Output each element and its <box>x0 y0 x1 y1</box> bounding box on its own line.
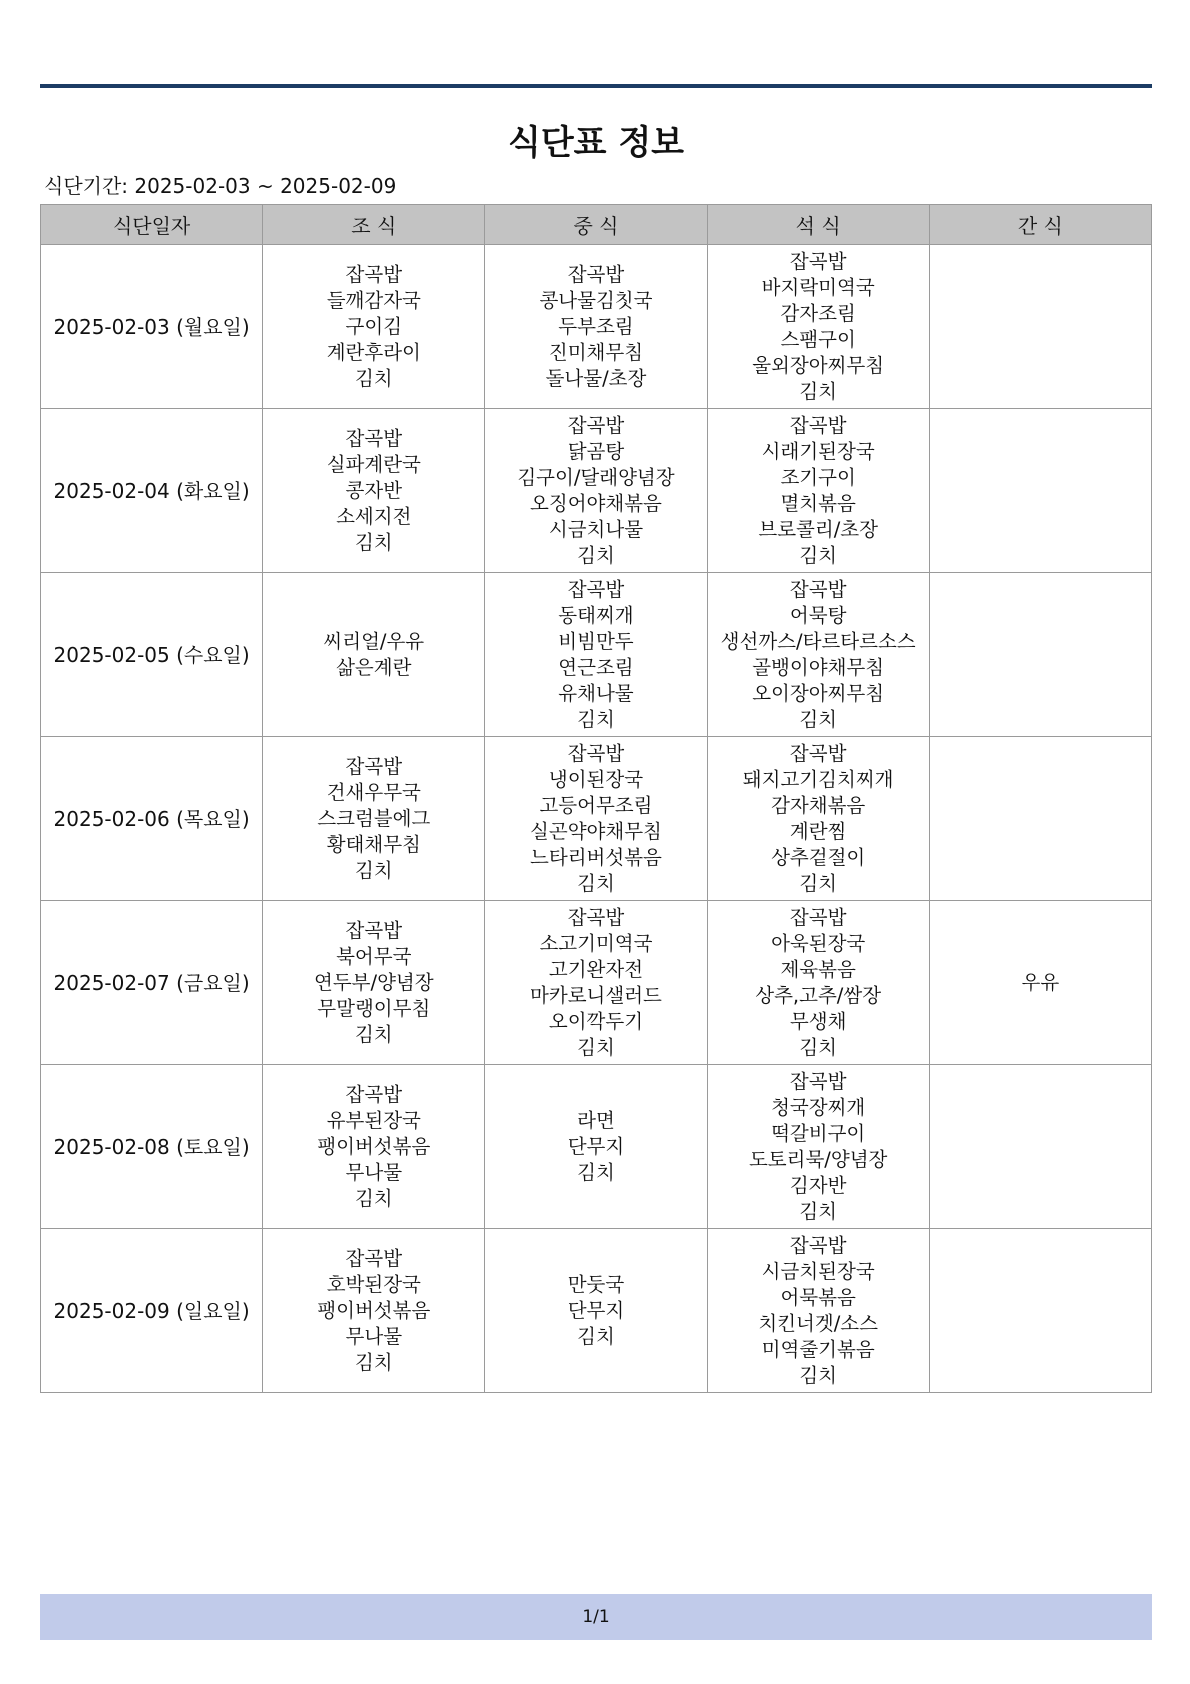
menu-item: 우유 <box>1021 970 1060 994</box>
snack-cell <box>929 1065 1151 1229</box>
menu-item: 김치 <box>577 1160 615 1184</box>
page-number: 1/1 <box>582 1607 610 1627</box>
menu-item: 김치 <box>354 1186 393 1210</box>
menu-item: 삶은계란 <box>336 655 412 679</box>
breakfast-cell <box>263 901 485 1065</box>
menu-item: 김치 <box>799 543 837 567</box>
menu-item: 건새우무국 <box>326 780 421 804</box>
breakfast-cell <box>263 409 485 573</box>
snack-cell <box>929 1229 1151 1393</box>
menu-item: 생선까스/타르타르소스 <box>720 629 916 653</box>
lunch-cell <box>485 737 707 901</box>
menu-item: 오이깍두기 <box>548 1009 644 1033</box>
header-row <box>41 205 1152 245</box>
lunch-cell <box>485 573 707 737</box>
meal-table-body <box>41 245 1152 1393</box>
menu-item: 잡곡밥 <box>345 918 403 942</box>
table-row <box>41 901 1152 1065</box>
meal-date: 2025-02-07 (금요일) <box>41 901 263 1065</box>
menu-item: 연근조림 <box>558 655 634 679</box>
breakfast-cell <box>263 1229 485 1393</box>
menu-item: 어묵탕 <box>789 603 847 627</box>
menu-item: 계란찜 <box>789 819 847 843</box>
meal-date: 2025-02-03 (월요일) <box>41 245 263 409</box>
meal-table <box>40 204 1152 1393</box>
table-row <box>41 245 1152 409</box>
menu-item: 잡곡밥 <box>345 1082 403 1106</box>
menu-item: 두부조림 <box>558 314 634 338</box>
menu-item: 제육볶음 <box>780 957 856 981</box>
menu-item: 소고기미역국 <box>539 931 653 955</box>
menu-item: 들깨감자국 <box>326 288 421 312</box>
menu-item: 김치 <box>577 1035 615 1059</box>
table-row <box>41 1065 1152 1229</box>
menu-item: 김치 <box>799 707 837 731</box>
menu-item: 잡곡밥 <box>789 741 847 765</box>
menu-item: 골뱅이야채무침 <box>752 655 885 679</box>
menu-item: 잡곡밥 <box>345 754 403 778</box>
menu-item: 잡곡밥 <box>789 905 847 929</box>
menu-item: 오징어야채볶음 <box>530 491 662 515</box>
menu-item: 돼지고기김치찌개 <box>742 767 894 791</box>
menu-item: 김치 <box>799 1199 837 1223</box>
dinner-cell <box>707 573 929 737</box>
menu-item: 시금치된장국 <box>761 1259 875 1283</box>
dinner-cell <box>707 409 929 573</box>
menu-item: 미역줄기볶음 <box>761 1337 875 1361</box>
header-date: 식단일자 <box>41 205 263 245</box>
menu-item: 무나물 <box>345 1160 403 1184</box>
menu-item: 브로콜리/초장 <box>758 517 878 541</box>
dinner-cell <box>707 245 929 409</box>
page-title: 식단표 정보 <box>507 123 685 163</box>
menu-item: 어묵볶음 <box>780 1285 856 1309</box>
menu-item: 고기완자전 <box>548 957 644 981</box>
snack-cell <box>929 737 1151 901</box>
menu-item: 닭곰탕 <box>567 439 625 463</box>
snack-cell <box>929 409 1151 573</box>
menu-item: 감자조림 <box>780 301 856 325</box>
header-dinner: 석 식 <box>707 205 929 245</box>
menu-item: 아욱된장국 <box>771 931 866 955</box>
menu-item: 잡곡밥 <box>345 1246 403 1270</box>
menu-item: 씨리얼/우유 <box>323 629 425 653</box>
menu-item: 김치 <box>354 366 393 390</box>
menu-item: 연두부/양념장 <box>313 970 434 994</box>
menu-item: 황태채무침 <box>326 832 421 856</box>
menu-item: 냉이된장국 <box>548 767 644 791</box>
table-row <box>41 737 1152 901</box>
menu-item: 김치 <box>354 1350 393 1374</box>
breakfast-cell <box>263 245 485 409</box>
meal-period: 식단기간: 2025-02-03 ~ 2025-02-09 <box>44 174 397 198</box>
menu-item: 치킨너겟/소스 <box>758 1311 878 1335</box>
meal-date: 2025-02-05 (수요일) <box>41 573 263 737</box>
menu-item: 단무지 <box>567 1298 625 1322</box>
menu-item: 시금치나물 <box>548 517 644 541</box>
menu-item: 잡곡밥 <box>567 577 625 601</box>
menu-item: 잡곡밥 <box>567 262 625 286</box>
menu-item: 스크럼블에그 <box>317 806 431 830</box>
menu-item: 마카로니샐러드 <box>530 983 662 1007</box>
menu-item: 잡곡밥 <box>789 1233 847 1257</box>
menu-item: 잡곡밥 <box>345 426 403 450</box>
menu-item: 멸치볶음 <box>780 491 856 515</box>
menu-item: 상추겉절이 <box>771 845 866 869</box>
menu-item: 유채나물 <box>558 681 634 705</box>
menu-item: 유부된장국 <box>326 1108 421 1132</box>
snack-cell <box>929 901 1151 1065</box>
menu-item: 잡곡밥 <box>567 413 625 437</box>
menu-item: 상추,고추/쌈장 <box>755 983 882 1007</box>
menu-item: 느타리버섯볶음 <box>530 845 662 869</box>
menu-item: 잡곡밥 <box>789 577 847 601</box>
menu-item: 오이장아찌무침 <box>752 681 885 705</box>
breakfast-cell <box>263 1065 485 1229</box>
lunch-cell <box>485 1065 707 1229</box>
dinner-cell <box>707 1065 929 1229</box>
menu-item: 잡곡밥 <box>567 905 625 929</box>
menu-item: 만둣국 <box>567 1272 625 1296</box>
menu-item: 단무지 <box>567 1134 625 1158</box>
menu-item: 콩자반 <box>345 478 403 502</box>
menu-item: 김치 <box>799 379 837 403</box>
menu-item: 잡곡밥 <box>345 262 403 286</box>
meal-date: 2025-02-04 (화요일) <box>41 409 263 573</box>
menu-item: 계란후라이 <box>326 340 421 364</box>
breakfast-cell <box>263 573 485 737</box>
menu-item: 비빔만두 <box>558 629 634 653</box>
menu-item: 김구이/달래양념장 <box>517 465 675 489</box>
menu-item: 동태찌개 <box>558 603 634 627</box>
menu-item: 김치 <box>577 871 615 895</box>
menu-item: 김치 <box>577 1324 615 1348</box>
top-rule <box>40 84 1152 88</box>
footer-bar <box>40 1594 1152 1640</box>
menu-item: 무말랭이무침 <box>317 996 431 1020</box>
menu-item: 무나물 <box>345 1324 403 1348</box>
menu-item: 김치 <box>354 858 393 882</box>
menu-item: 스팸구이 <box>780 327 856 351</box>
menu-item: 김자반 <box>789 1173 847 1197</box>
menu-item: 잡곡밥 <box>789 413 847 437</box>
menu-item: 도토리묵/양념장 <box>748 1147 888 1171</box>
table-row <box>41 573 1152 737</box>
menu-item: 청국장찌개 <box>771 1095 866 1119</box>
dinner-cell <box>707 737 929 901</box>
table-row <box>41 1229 1152 1393</box>
header-snack: 간 식 <box>929 205 1151 245</box>
lunch-cell <box>485 409 707 573</box>
menu-item: 조기구이 <box>780 465 856 489</box>
menu-item: 잡곡밥 <box>789 249 847 273</box>
header-breakfast: 조 식 <box>263 205 485 245</box>
menu-item: 잡곡밥 <box>567 741 625 765</box>
menu-item: 호박된장국 <box>326 1272 421 1296</box>
menu-item: 김치 <box>799 1363 837 1387</box>
menu-item: 떡갈비구이 <box>771 1121 866 1145</box>
menu-item: 김치 <box>799 1035 837 1059</box>
menu-item: 구이김 <box>345 314 403 338</box>
lunch-cell <box>485 901 707 1065</box>
snack-cell <box>929 573 1151 737</box>
menu-item: 고등어무조림 <box>539 793 653 817</box>
menu-item: 감자채볶음 <box>771 793 866 817</box>
breakfast-cell <box>263 737 485 901</box>
menu-item: 김치 <box>354 530 393 554</box>
menu-item: 돌나물/초장 <box>545 366 647 390</box>
menu-item: 라면 <box>577 1108 615 1132</box>
menu-item: 울외장아찌무침 <box>752 353 885 377</box>
menu-item: 북어무국 <box>336 944 412 968</box>
menu-item: 김치 <box>354 1022 393 1046</box>
menu-item: 김치 <box>799 871 837 895</box>
dinner-cell <box>707 1229 929 1393</box>
menu-item: 소세지전 <box>336 504 412 528</box>
meal-date: 2025-02-08 (토요일) <box>41 1065 263 1229</box>
menu-item: 팽이버섯볶음 <box>317 1298 431 1322</box>
lunch-cell <box>485 245 707 409</box>
menu-item: 실파계란국 <box>326 452 421 476</box>
menu-item: 진미채무침 <box>548 340 644 364</box>
menu-item: 김치 <box>577 543 615 567</box>
menu-item: 김치 <box>577 707 615 731</box>
header-lunch: 중 식 <box>485 205 707 245</box>
menu-item: 콩나물김칫국 <box>539 288 653 312</box>
menu-item: 팽이버섯볶음 <box>317 1134 431 1158</box>
menu-item: 실곤약야채무침 <box>530 819 662 843</box>
snack-cell <box>929 245 1151 409</box>
meal-date: 2025-02-06 (목요일) <box>41 737 263 901</box>
meal-date: 2025-02-09 (일요일) <box>41 1229 263 1393</box>
dinner-cell <box>707 901 929 1065</box>
table-row <box>41 409 1152 573</box>
menu-item: 무생채 <box>789 1009 847 1033</box>
menu-item: 바지락미역국 <box>761 275 875 299</box>
menu-item: 잡곡밥 <box>789 1069 847 1093</box>
menu-item: 시래기된장국 <box>761 439 875 463</box>
lunch-cell <box>485 1229 707 1393</box>
